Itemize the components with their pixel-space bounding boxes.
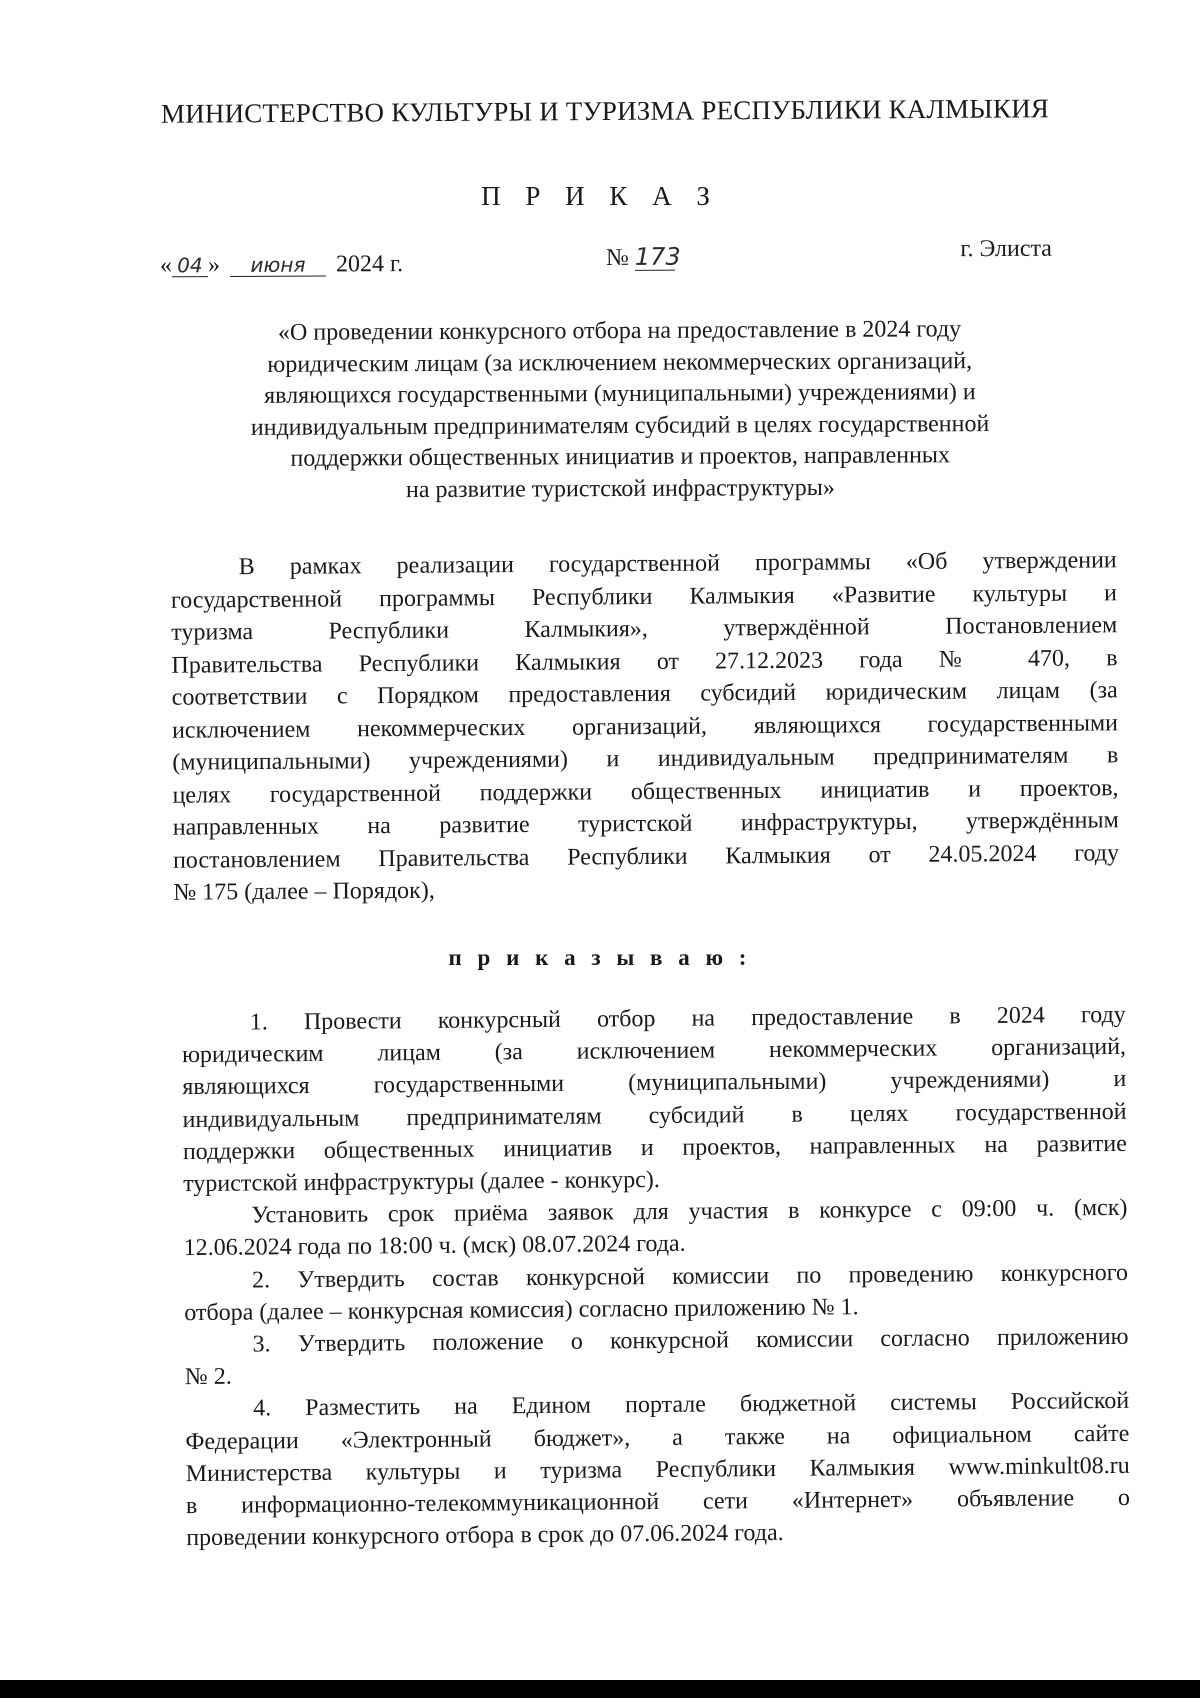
title-line: являющихся государственными (муниципальными) учреждениями) и bbox=[264, 379, 976, 409]
preamble-line: № 175 (далее – Порядок), bbox=[173, 877, 435, 906]
date-day-handwritten: 04 bbox=[172, 254, 208, 277]
preamble-line: государственной программы Республики Калмыкия «Развитие культуры и bbox=[170, 579, 1118, 614]
preamble-line: В рамках реализации государственной программы «Об утверждении bbox=[238, 547, 1117, 581]
title-line: поддержки общественных инициатив и проектов, направленных bbox=[290, 442, 951, 472]
preamble-line: Правительства Республики Калмыкия от 27.12.2023 года № 470, в bbox=[171, 644, 1118, 679]
item-line: Министерства культуры и туризма Республики Калмыкия www.minkult08.ru bbox=[185, 1452, 1130, 1487]
title-line: индивидуальным предпринимателям субсидий в целях государственной bbox=[250, 410, 990, 441]
date-open-quote: « bbox=[159, 252, 173, 279]
preamble-line: целях государственной поддержки общественных инициатив и проектов, bbox=[172, 774, 1119, 809]
item-line: 2. Утвердить состав конкурсной комиссии по проведению конкурсного bbox=[251, 1259, 1129, 1294]
document-type: П Р И К А З bbox=[481, 181, 719, 211]
scan-bottom-border bbox=[0, 1680, 1200, 1698]
item-line: поддержки общественных инициатив и проектов, направленных на развитие bbox=[182, 1130, 1127, 1165]
title-line: на развитие туристской инфраструктуры» bbox=[405, 474, 835, 503]
ministry-name: МИНИСТЕРСТВО КУЛЬТУРЫ И ТУРИЗМА РЕСПУБЛИКИ КАЛМЫКИЯ bbox=[160, 93, 1050, 129]
document-date bbox=[160, 251, 403, 279]
preamble-line: соответствии с Порядком предоставления субсидий юридическим лицам (за bbox=[171, 677, 1118, 711]
document-city: г. Элиста bbox=[960, 235, 1052, 263]
number-sign: № bbox=[605, 244, 629, 272]
item-line: Установить срок приёма заявок для участия в конкурсе с 09:00 ч. (мск) bbox=[251, 1195, 1128, 1229]
number-handwritten: 173 bbox=[634, 242, 681, 271]
title-line: юридическим лицам (за исключением некоммерческих организаций, bbox=[267, 347, 973, 378]
date-month-handwritten: июня bbox=[230, 253, 326, 277]
document-meta-row bbox=[160, 236, 1060, 291]
preamble-line: направленных на развитие туристской инфраструктуры, утверждённым bbox=[172, 807, 1119, 841]
item-line: № 2. bbox=[184, 1363, 232, 1391]
preamble-line: (муниципальными) учреждениями) и индивидуальным предпринимателям в bbox=[172, 742, 1119, 776]
item-line: 1. Провести конкурсный отбор на предоставление в 2024 году bbox=[249, 1001, 1126, 1036]
order-word: п р и к а з ы в а ю : bbox=[448, 945, 752, 970]
order-items bbox=[182, 999, 1131, 1555]
item-line: индивидуальным предпринимателям субсидий в целях государственной bbox=[182, 1098, 1127, 1133]
item-line: 12.06.2024 года по 18:00 ч. (мск) 08.07.2024 года. bbox=[183, 1231, 686, 1262]
date-year: 2024 г. bbox=[335, 251, 404, 278]
document-title bbox=[170, 314, 1071, 508]
item-line: отбора (далее – конкурсная комиссия) согласно приложению № 1. bbox=[184, 1294, 859, 1326]
item-line: в информационно-телекоммуникационной сети «Интернет» объявление о bbox=[185, 1484, 1131, 1520]
preamble-line: исключением некоммерческих организаций, являющихся государственными bbox=[171, 709, 1119, 744]
title-line: «О проведении конкурсного отбора на предоставление в 2024 году bbox=[277, 316, 962, 346]
preamble-line: постановлением Правительства Республики Калмыкия от 24.05.2024 году bbox=[172, 839, 1120, 874]
item-line: являющихся государственными (муниципальными) учреждениями) и bbox=[182, 1066, 1127, 1101]
item-line: юридическим лицам (за исключением некоммерческих организаций, bbox=[181, 1034, 1127, 1069]
date-close-quote: » bbox=[207, 252, 221, 279]
item-line: 3. Утвердить положение о конкурсной комиссии согласно приложению bbox=[252, 1323, 1129, 1358]
document-number bbox=[605, 242, 681, 272]
item-line: проведении конкурсного отбора в срок до 07.06.2024 года. bbox=[186, 1520, 784, 1552]
preamble-paragraph bbox=[171, 544, 1120, 909]
item-line: туристской инфраструктуры (далее - конкурс). bbox=[183, 1166, 660, 1198]
preamble-line: туризма Республики Калмыкия», утверждённой Постановлением bbox=[171, 612, 1118, 646]
item-line: 4. Разместить на Едином портале бюджетной системы Российской bbox=[253, 1388, 1130, 1422]
item-line: Федерации «Электронный бюджет», а также на официальном сайте bbox=[185, 1420, 1130, 1455]
